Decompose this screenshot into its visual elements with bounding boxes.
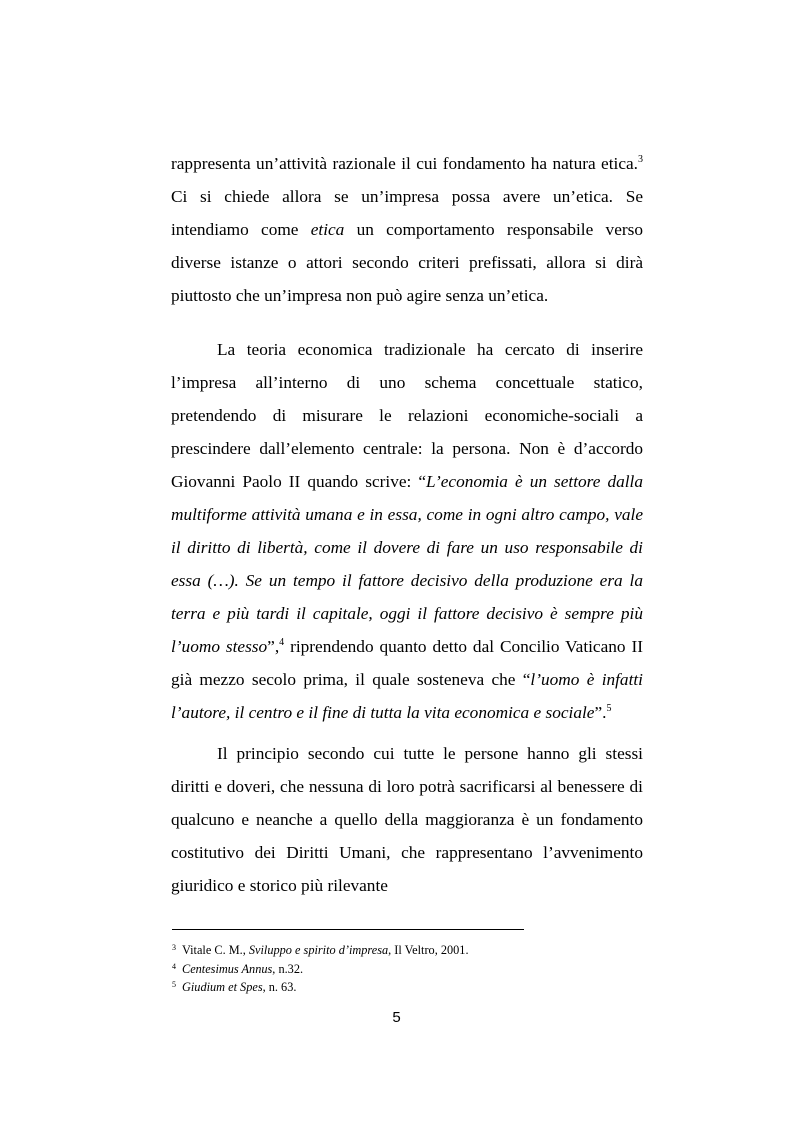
page-number: 5 [392, 1009, 401, 1026]
footnote-number: 4 [172, 961, 176, 971]
footnote-pre: Vitale C. M., [182, 943, 249, 957]
p2-quote-1: L’economia è un settore dalla multiforme attività umana e in essa, come in ogni altro campo, vale il diritto di libertà, come il dovere di fare un uso responsabile di essa (…). Se un tempo il fattore decisivo della produzione era la terra e più tardi il capitale, oggi il fattore decisivo è sempre più l’uomo stesso [171, 472, 643, 656]
p1-text-2: Ci si chiede allora se un’impresa possa avere un’etica. Se intendiamo come [171, 187, 643, 239]
footnote-post: , Il Veltro, 2001. [388, 943, 469, 957]
footnote-post: , n. 63. [262, 980, 297, 994]
paragraph-3 [171, 737, 643, 902]
footnote-4 [172, 959, 652, 978]
footnote-ref-3: 3 [638, 154, 643, 166]
p1-text-1: rappresenta un’attività razionale il cui fondamento ha natura etica. [171, 154, 638, 173]
footnote-title: Giudium et Spes [182, 980, 263, 994]
footnote-title: Centesimus Annus [182, 961, 273, 976]
p1-emphasis: etica [310, 220, 345, 239]
p1-text-3: un comportamento responsabile verso diverse istanze o attori secondo criteri prefissati, allora si dirà piuttosto che un’impresa non può agire senza un’etica. [171, 220, 643, 305]
footnote-ref-5: 5 [606, 703, 612, 715]
p2-text-4: ”. [594, 703, 607, 722]
footnote-ref-4: 4 [279, 637, 285, 649]
p2-text-3: riprendendo quanto detto dal Concilio Vaticano II già mezzo secolo prima, il quale sosteneva che “ [171, 637, 643, 689]
footnote-number: 5 [172, 980, 176, 989]
footnote-post: , n.32. [272, 961, 304, 976]
footnote-title: Sviluppo e spirito d’impresa [248, 943, 389, 957]
footnote-separator [172, 929, 524, 930]
footnote-number: 3 [172, 943, 176, 952]
p3-text: Il principio secondo cui tutte le persone hanno gli stessi diritti e doveri, che nessuna di loro potrà sacrificarsi al benessere di qualcuno e neanche a quello della maggioranza è un fondamento costitutivo dei Diritti Umani, che rappresentano l’avvenimento giuridico e storico più rilevante [171, 744, 643, 895]
paragraph-2 [171, 333, 643, 729]
p2-quote-2: l’uomo è infatti l’autore, il centro e il fine di tutta la vita economica e sociale [171, 670, 643, 722]
paragraph-1 [171, 147, 643, 312]
footnote-5 [172, 977, 652, 996]
body-text [171, 147, 643, 902]
footnote-3 [172, 940, 652, 959]
p2-text-1: La teoria economica tradizionale ha cercato di inserire l’impresa all’interno di uno schema concettuale statico, pretendendo di misurare le relazioni economiche-sociali a prescindere dall’elemento centrale: la persona. Non è d’accordo Giovanni Paolo II quando scrive: “ [171, 340, 643, 491]
footnotes [172, 940, 652, 996]
p2-text-2: ”, [267, 637, 280, 656]
